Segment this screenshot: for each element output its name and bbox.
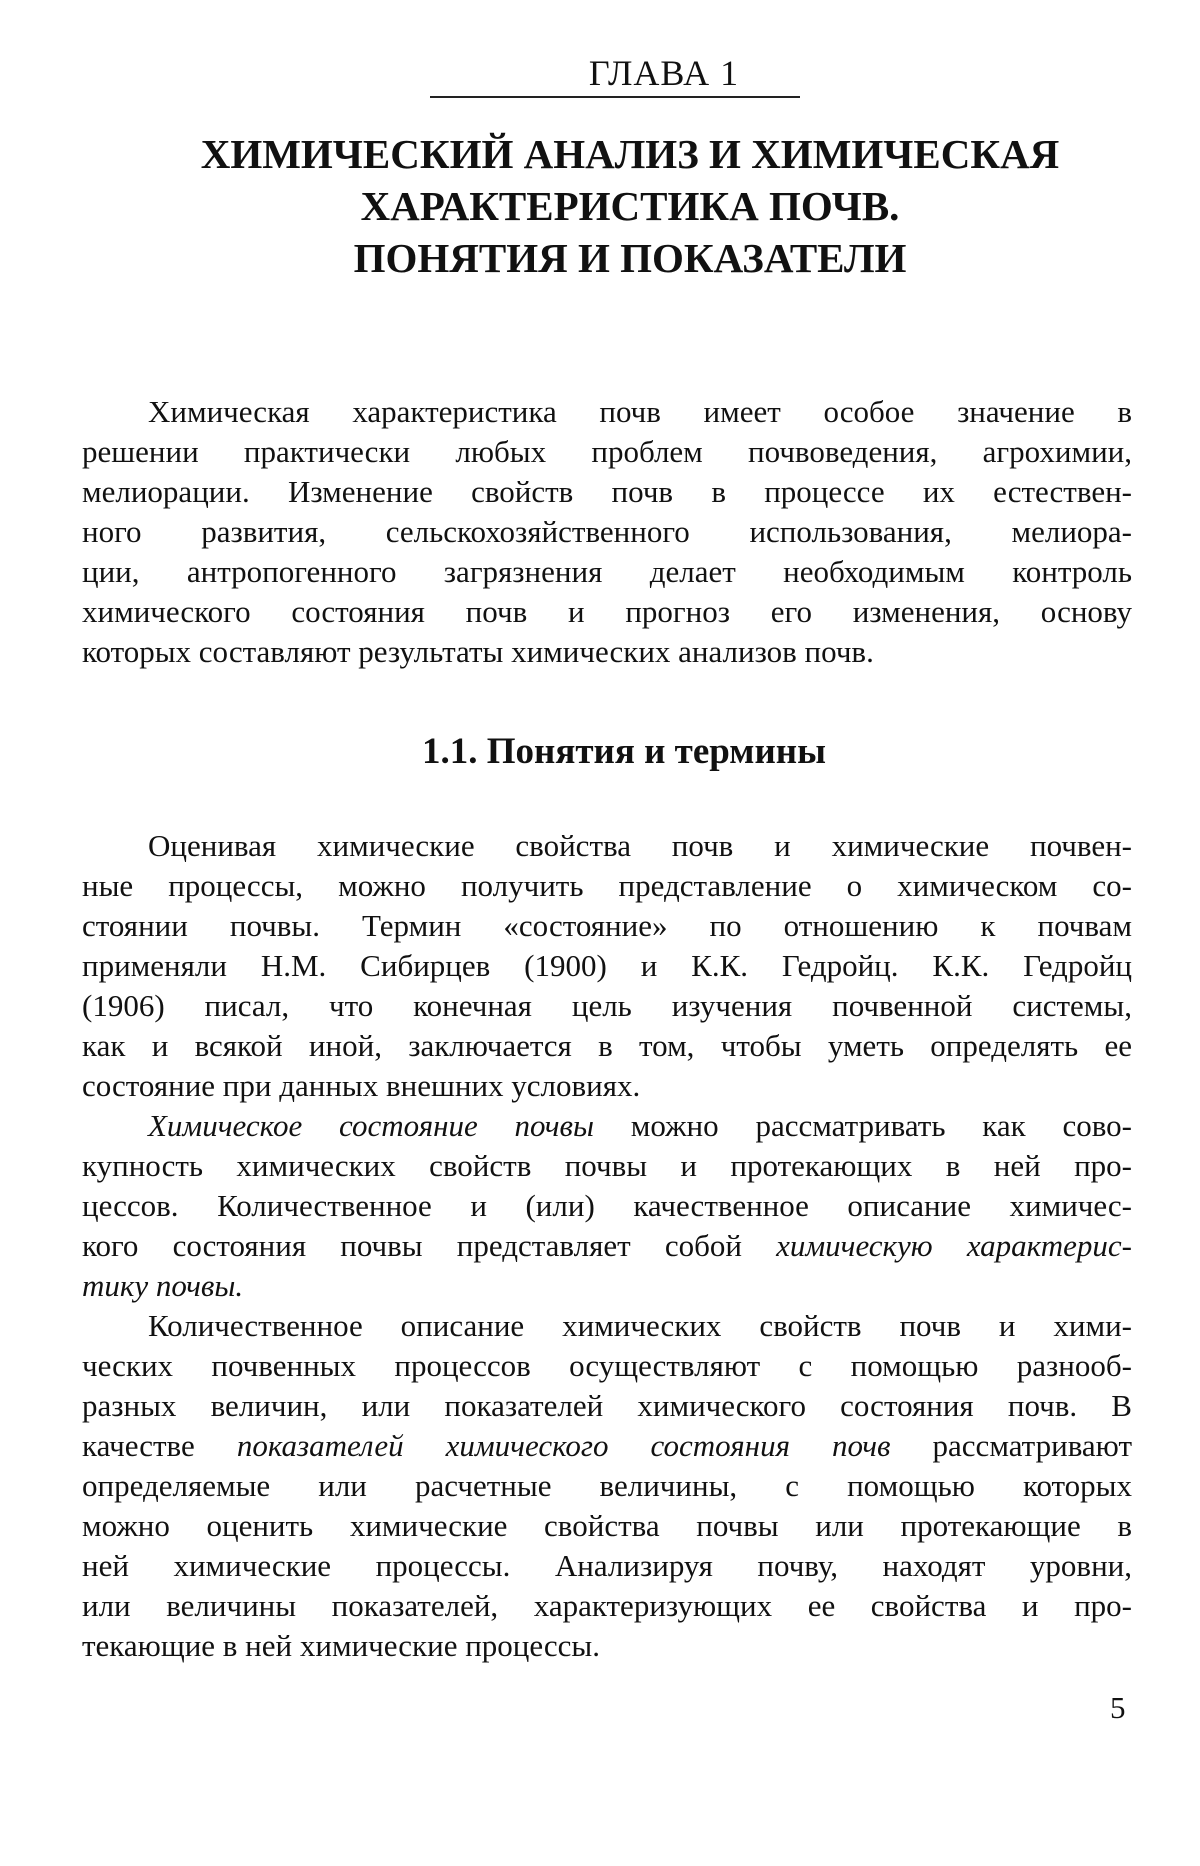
text-line: решении практически любых проблем почвоведения, агрохимии,	[82, 434, 1132, 469]
text-line	[82, 1266, 1132, 1306]
italic-term: Химическое состояние почвы	[148, 1108, 594, 1143]
text-line	[82, 1226, 1132, 1266]
text-line: стоянии почвы. Термин «состояние» по отношению к почвам	[82, 908, 1132, 943]
text-line	[82, 1106, 1132, 1146]
paragraph-2	[82, 1106, 1132, 1306]
page-number: 5	[1110, 1690, 1126, 1725]
text-line: ного развития, сельскохозяйственного использования, мелиора-	[82, 514, 1132, 549]
italic-term: химическую характерис-	[776, 1228, 1132, 1263]
text-line: ные процессы, можно получить представление о химическом со-	[82, 868, 1132, 903]
text-line: можно оценить химические свойства почвы или протекающие в	[82, 1508, 1132, 1543]
text-segment: рассматривают	[890, 1428, 1132, 1463]
text-line: (1906) писал, что конечная цель изучения почвенной системы,	[82, 988, 1132, 1023]
text-segment: качестве	[82, 1428, 237, 1463]
paragraph-3	[82, 1306, 1132, 1666]
text-line: как и всякой иной, заключается в том, чтобы уметь определять ее	[82, 1028, 1132, 1063]
text-line: Химическая характеристика почв имеет особое значение в	[148, 394, 1132, 429]
text-line: разных величин, или показателей химического состояния почв. В	[82, 1388, 1132, 1423]
section-heading: 1.1. Понятия и термины	[421, 731, 827, 772]
text-line: или величины показателей, характеризующих ее свойства и про-	[82, 1588, 1132, 1623]
text-line: применяли Н.М. Сибирцев (1900) и К.К. Гедройц. К.К. Гедройц	[82, 948, 1132, 983]
text-line	[82, 1426, 1132, 1466]
text-line: ческих почвенных процессов осуществляют с помощью разнооб-	[82, 1348, 1132, 1383]
text-line: ции, антропогенного загрязнения делает необходимым контроль	[82, 554, 1132, 589]
text-line: Оценивая химические свойства почв и химические почвен-	[148, 828, 1132, 863]
paragraph-1	[82, 826, 1132, 1106]
chapter-rule-divider	[430, 96, 800, 98]
chapter-title-line: ПОНЯТИЯ И ПОКАЗАТЕЛИ	[353, 235, 907, 281]
chapter-title-line: ХИМИЧЕСКИЙ АНАЛИЗ И ХИМИЧЕСКАЯ	[200, 131, 1060, 177]
italic-term: тику почвы.	[82, 1268, 244, 1303]
text-line: Количественное описание химических свойств почв и хими-	[148, 1308, 1132, 1343]
intro-paragraph	[82, 392, 1132, 672]
text-line: текающие в ней химические процессы.	[82, 1628, 601, 1663]
text-line: цессов. Количественное и (или) качественное описание химичес-	[82, 1188, 1132, 1223]
text-line: которых составляют результаты химических анализов почв.	[82, 634, 874, 669]
text-line: купность химических свойств почвы и протекающих в ней про-	[82, 1148, 1132, 1183]
text-segment: кого состояния почвы представляет собой	[82, 1228, 777, 1263]
text-line: состояние при данных внешних условиях.	[82, 1068, 641, 1103]
italic-term: показателей химического состояния почв	[236, 1428, 891, 1463]
text-line: ней химические процессы. Анализируя почву, находят уровни,	[82, 1548, 1132, 1583]
text-line: определяемые или расчетные величины, с помощью которых	[82, 1468, 1132, 1503]
text-segment: можно рассматривать как сово-	[594, 1108, 1132, 1143]
text-line: химического состояния почв и прогноз его изменения, основу	[82, 594, 1132, 629]
chapter-title	[30, 128, 1200, 284]
chapter-label: ГЛАВА 1	[588, 53, 740, 93]
text-line: мелиорации. Изменение свойств почв в процессе их естествен-	[82, 474, 1132, 509]
chapter-title-line: ХАРАКТЕРИСТИКА ПОЧВ.	[360, 183, 900, 229]
